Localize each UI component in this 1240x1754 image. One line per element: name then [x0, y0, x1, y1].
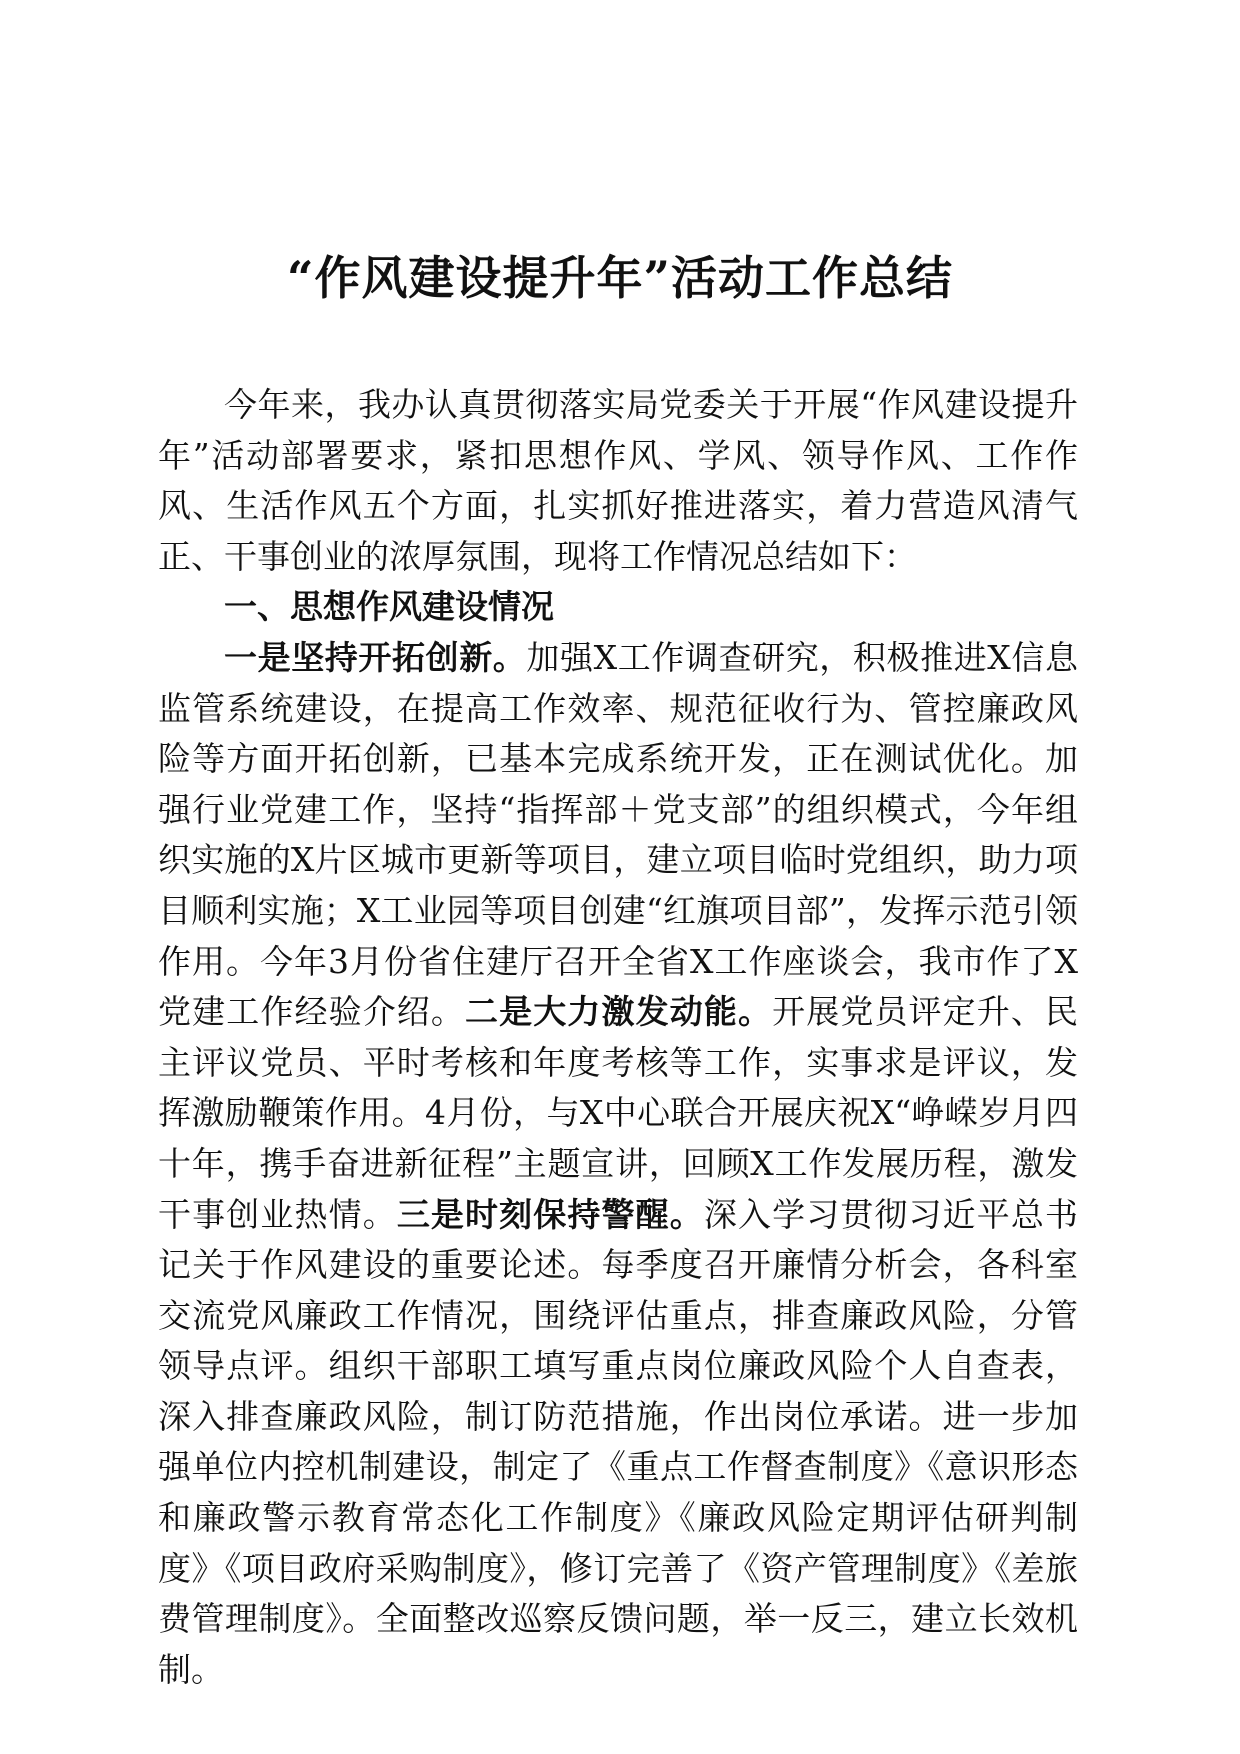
point2-lead: 二是大力激发动能。: [465, 992, 773, 1032]
document-body: [158, 380, 1078, 1695]
point3-lead: 三是时刻保持警醒。: [396, 1194, 704, 1234]
section-heading: 一、思想作风建设情况: [224, 587, 554, 627]
point2-text: 开展党员评定升、民主评议党员、平时考核和年度考核等工作，实事求是评议，发挥激励鞭策作用。4月份，与X中心联合开展庆祝X“峥嵘岁月四十年，携手奋进新征程”主题宣讲，回顾X工作发展历程，激发干事创业热情。: [158, 992, 1079, 1234]
point1-text: 加强X工作调查研究，积极推进X信息监管系统建设，在提高工作效率、规范征收行为、管控廉政风险等方面开拓创新，已基本完成系统开发，正在测试优化。加强行业党建工作，坚持“指挥部＋党支部”的组织模式，今年组织实施的X片区城市更新等项目，建立项目临时党组织，助力项目顺利实施；X工业园等项目创建“红旗项目部”，发挥示范引领作用。今年3月份省住建厅召开全省X工作座谈会，我市作了X党建工作经验介绍。: [158, 637, 1079, 1032]
point1-lead: 一是坚持开拓创新。: [224, 637, 527, 677]
section-paragraph: [158, 633, 1078, 1695]
point3-text: 深入学习贯彻习近平总书记关于作风建设的重要论述。每季度召开廉情分析会，各科室交流党风廉政工作情况，围绕评估重点，排查廉政风险，分管领导点评。组织干部职工填写重点岗位廉政风险个人自查表，深入排查廉政风险，制订防范措施，作出岗位承诺。进一步加强单位内控机制建设，制定了《重点工作督查制度》《意识形态和廉政警示教育常态化工作制度》《廉政风险定期评估研判制度》《项目政府采购制度》，修订完善了《资产管理制度》《差旅费管理制度》。全面整改巡察反馈问题，举一反三，建立长效机制。: [158, 1194, 1079, 1689]
intro-paragraph: 今年来，我办认真贯彻落实局党委关于开展“作风建设提升年”活动部署要求，紧扣思想作风、学风、领导作风、工作作风、生活作风五个方面，扎实抓好推进落实，着力营造风清气正、干事创业的浓厚氛围，现将工作情况总结如下：: [158, 385, 1078, 576]
document-title: “作风建设提升年”活动工作总结: [287, 251, 953, 305]
